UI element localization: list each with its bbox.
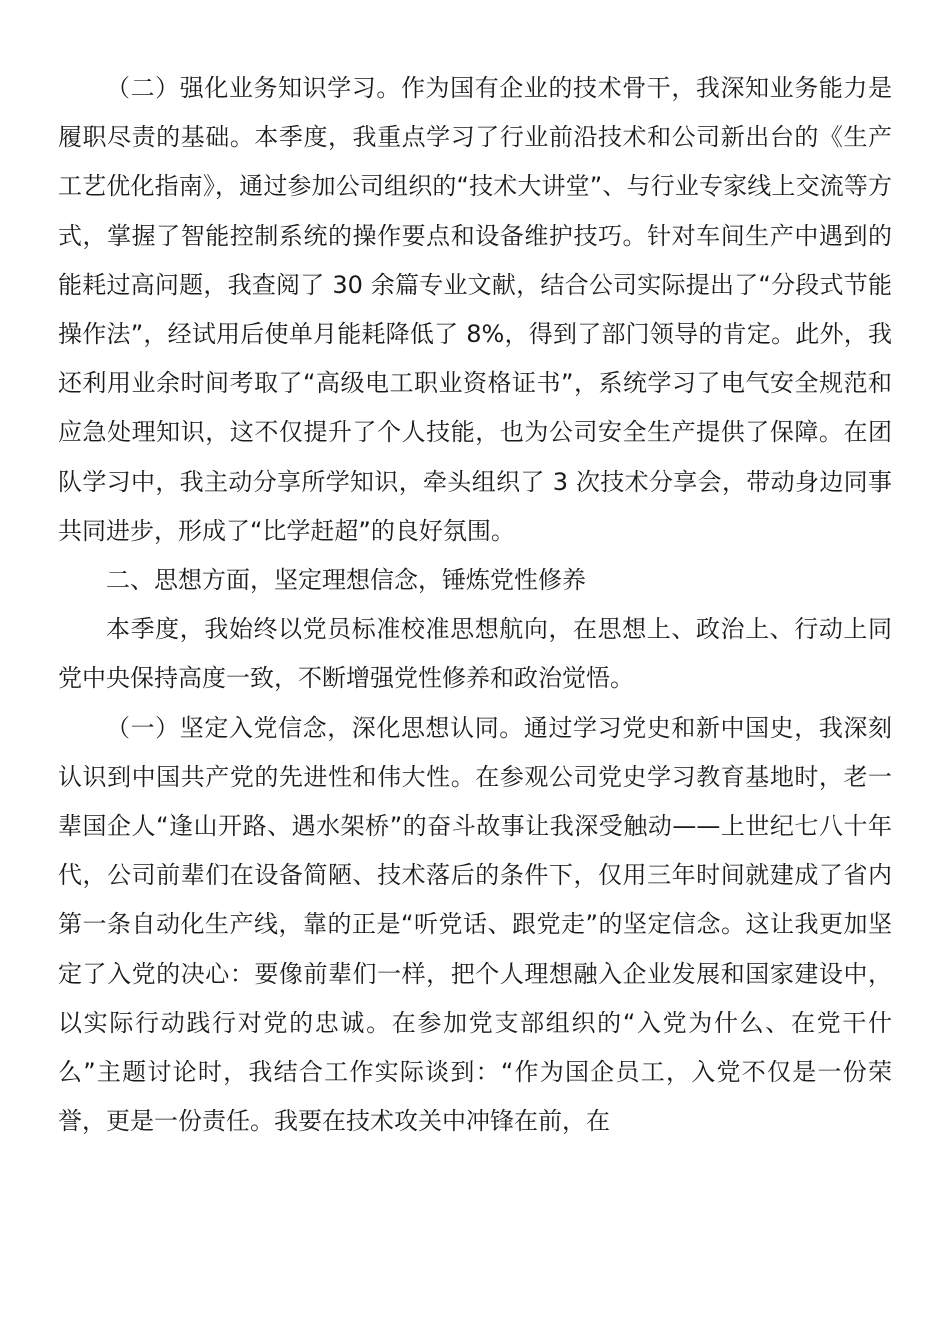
paragraph-business-learning: （二）强化业务知识学习。作为国有企业的技术骨干，我深知业务能力是履职尽责的基础。本季度，我重点学习了行业前沿技术和公司新出台的《生产工艺优化指南》，通过参加公司组织的“技术大讲堂”、与行业专家线上交流等方式，掌握了智能控制系统的操作要点和设备维护技巧。针对车间生产中遇到的能耗过高问题，我查阅了 30 余篇专业文献，结合公司实际提出了“分段式节能操作法”，经试用后使单月能耗降低了 8%，得到了部门领导的肯定。此外，我还利用业余时间考取了“高级电工职业资格证书”，系统学习了电气安全规范和应急处理知识，这不仅提升了个人技能，也为公司安全生产提供了保障。在团队学习中，我主动分享所学知识，牵头组织了 3 次技术分享会，带动身边同事共同进步，形成了“比学赶超”的良好氛围。 bbox=[58, 74, 892, 545]
document-page bbox=[58, 64, 892, 1146]
section-heading-ideology: 二、思想方面，坚定理想信念，锤炼党性修养 bbox=[106, 566, 586, 595]
paragraph-section-intro: 本季度，我始终以党员标准校准思想航向，在思想上、政治上、行动上同党中央保持高度一致，不断增强党性修养和政治觉悟。 bbox=[58, 615, 892, 693]
paragraph-party-belief: （一）坚定入党信念，深化思想认同。通过学习党史和新中国史，我深刻认识到中国共产党的先进性和伟大性。在参观公司党史学习教育基地时，老一辈国企人“逢山开路、遇水架桥”的奋斗故事让我深受触动——上世纪七八十年代，公司前辈们在设备简陋、技术落后的条件下，仅用三年时间就建成了省内第一条自动化生产线，靠的正是“听党话、跟党走”的坚定信念。这让我更加坚定了入党的决心：要像前辈们一样，把个人理想融入企业发展和国家建设中，以实际行动践行对党的忠诚。在参加党支部组织的“入党为什么、在党干什么”主题讨论时，我结合工作实际谈到：“作为国企员工，入党不仅是一份荣誉，更是一份责任。我要在技术攻关中冲锋在前，在 bbox=[58, 713, 892, 1136]
